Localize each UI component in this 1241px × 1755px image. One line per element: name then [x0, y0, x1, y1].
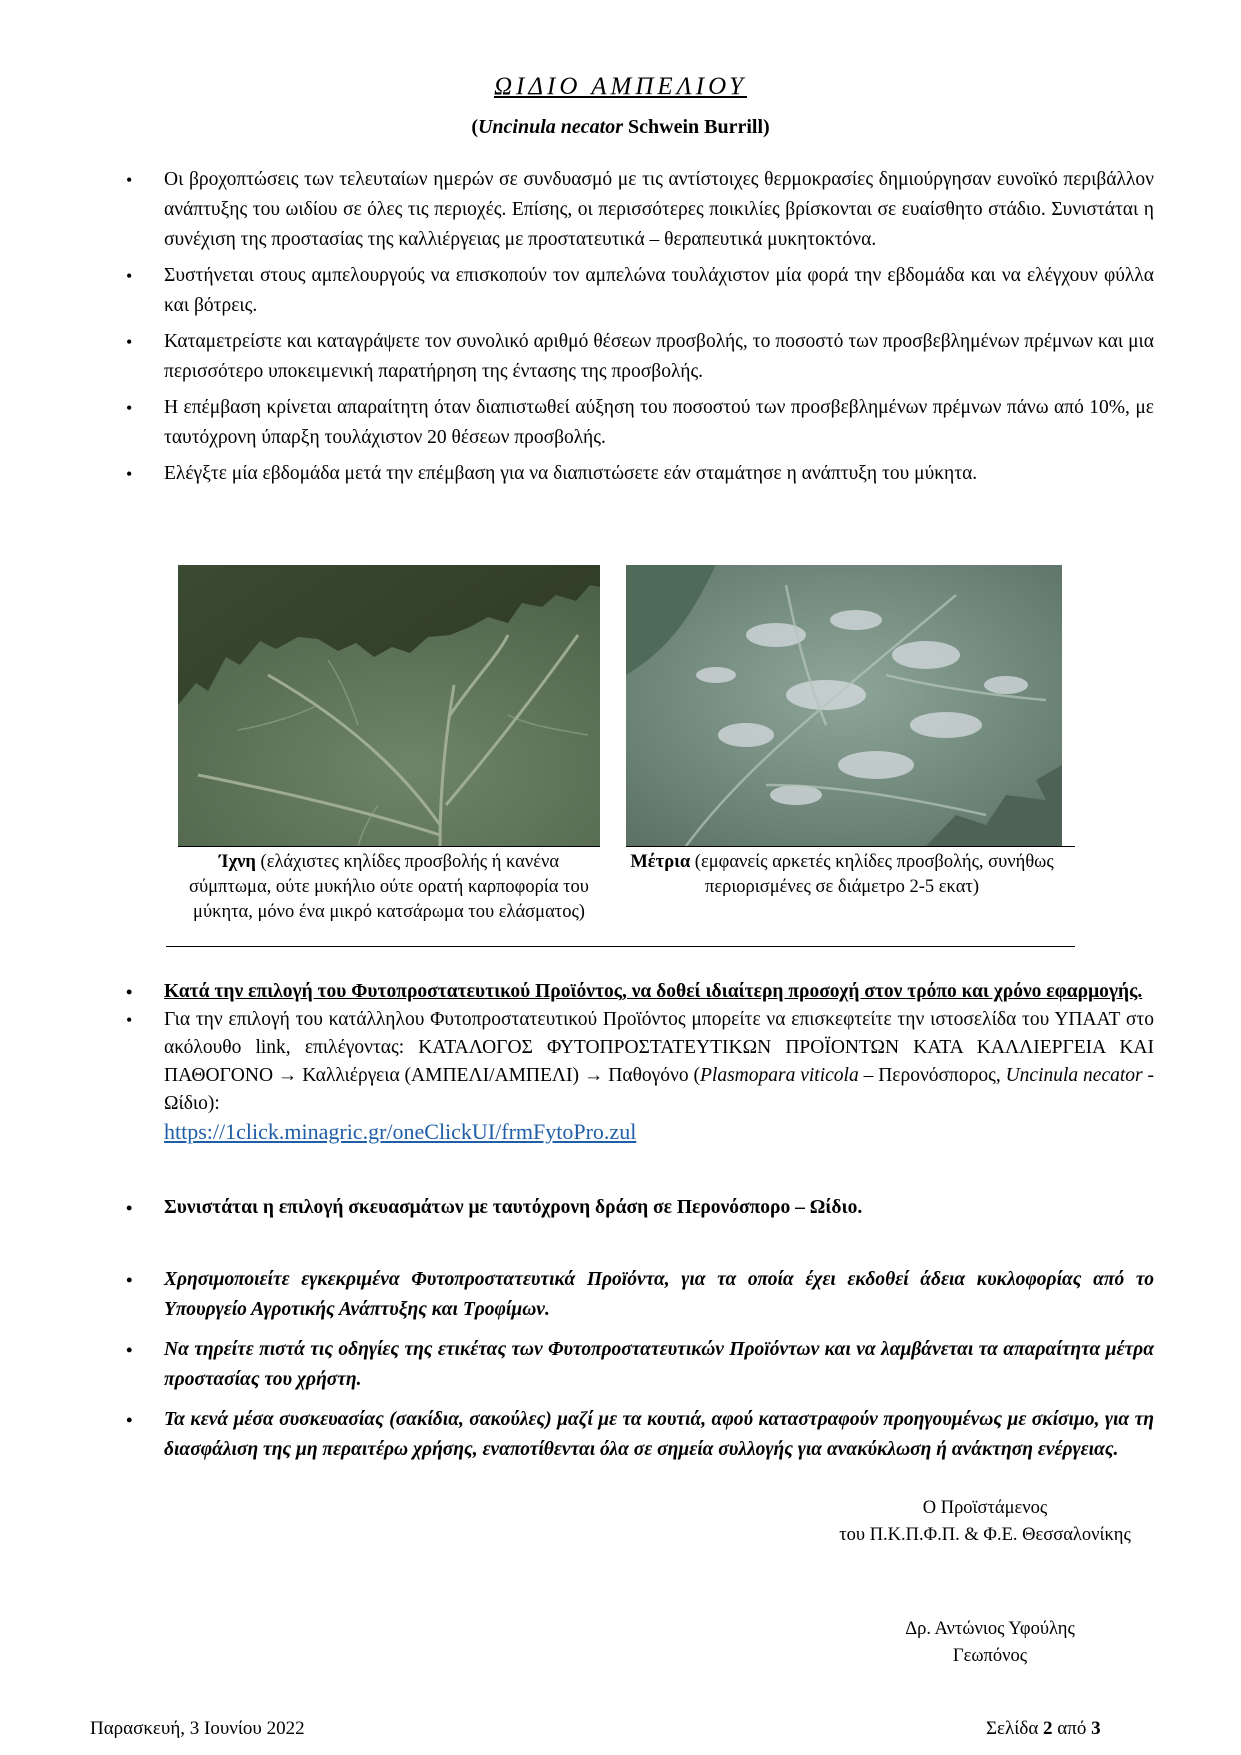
list-item: • Να τηρείτε πιστά τις οδηγίες της ετικέτας των Φυτοπροστατευτικών Προϊόντων και να λαμβάνεται τα απαραίτητα μέτρα προστασίας του χρήστη.: [124, 1335, 1154, 1395]
caption-moderate: [622, 850, 1062, 900]
caption-rule-bottom: [166, 946, 1075, 947]
list-item: • Η επέμβαση κρίνεται απαραίτητη όταν διαπιστωθεί αύξηση του ποσοστού των προσβεβλημένων πρέμνων πάνω από 10%, με ταυτόχρονη ύπαρξη τουλάχιστον 20 θέσεων προσβολής.: [124, 393, 1154, 453]
subtitle-authority: Schwein Burrill): [623, 116, 770, 138]
footer-page-number: [986, 1718, 1101, 1740]
pathogen-uncinula-name: - Ωίδιο):: [164, 1065, 1154, 1114]
document-title: ΩΙΔΙΟ ΑΜΠΕΛΙΟΥ: [493, 73, 748, 100]
signature-title: Γεωπόνος: [952, 1646, 1028, 1666]
pathogen-plasmopara: Plasmopara viticola: [700, 1065, 859, 1086]
list-item: • Συνιστάται η επιλογή σκευασμάτων με ταυτόχρονη δράση σε Περονόσπορο – Ωίδιο.: [124, 1193, 1154, 1223]
caption-trace-text: (ελάχιστες κηλίδες προσβολής ή κανένα σύμπτωμα, ούτε μυκήλιο ούτε ορατή καρποφορία του μύκητα, μόνο ένα μικρό κατσάρωμα του ελάσματος): [189, 852, 589, 922]
document-subtitle: [0, 116, 1241, 139]
catalog-intro-text: Για την επιλογή του κατάλληλου Φυτοπροστατευτικού Προϊόντος μπορείτε να επισκεφτείτε την ιστοσελίδα του ΥΠΑΑΤ στο ακόλουθο link, επιλέγοντας: ΚΑΤΑΛΟΓΟΣ ΦΥΤΟΠΡΟΣΤΑΤΕΥΤΙΚΩΝ ΠΡΟΪΟΝΤΩΝ ΚΑΤΑ ΚΑΛΛΙΕΡΓΕΙΑ ΚΑΙ ΠΑΘΟΓΟΝΟ → Καλλιέργεια (ΑΜΠΕΛΙ/ΑΜΠΕΛΙ) → Παθογόνο (: [164, 1009, 1154, 1086]
signature-name-block: [840, 1616, 1140, 1670]
caption-moderate-term: Μέτρια: [630, 852, 691, 872]
page-total: 3: [1091, 1718, 1101, 1739]
list-item: • Ελέγξτε μία εβδομάδα μετά την επέμβαση για να διαπιστώσετε εάν σταμάτησε η ανάπτυξη του μύκητα.: [124, 459, 1154, 489]
subtitle-species: Uncinula necator: [477, 116, 624, 138]
product-selection-list: [124, 978, 1154, 1148]
list-item: • Συστήνεται στους αμπελουργούς να επισκοπούν τον αμπελώνα τουλάχιστον μία φορά την εβδομάδα και να ελέγχουν φύλλα και βότρεις.: [124, 261, 1154, 321]
catalog-link[interactable]: https://1click.minagric.gr/oneClickUI/frmFytoPro.zul: [164, 1119, 637, 1144]
page-prefix: Σελίδα: [986, 1718, 1044, 1739]
list-item: • Κατά την επιλογή του Φυτοπροστατευτικού Προϊόντος, να δοθεί ιδιαίτερη προσοχή στον τρόπο και χρόνο εφαρμογής.: [124, 978, 1154, 1006]
subtitle-open: (: [471, 116, 478, 138]
signature-name: Δρ. Αντώνιος Υφούλης: [905, 1619, 1075, 1639]
list-item: • Χρησιμοποιείτε εγκεκριμένα Φυτοπροστατευτικά Προϊόντα, για τα οποία έχει εκδοθεί άδεια κυκλοφορίας από το Υπουργείο Αγροτικής Ανάπτυξης και Τροφίμων.: [124, 1265, 1154, 1325]
safety-list: [124, 1265, 1154, 1475]
list-item: [124, 1006, 1154, 1148]
pathogen-uncinula: Uncinula necator: [1005, 1065, 1143, 1086]
caption-moderate-text: (εμφανείς αρκετές κηλίδες προσβολής, συνήθως περιορισμένες σε διάμετρο 2-5 εκατ): [690, 852, 1054, 897]
caption-rule-top-right: [626, 846, 1075, 847]
recommendations-list: [124, 165, 1154, 495]
leaf-photo-moderate: [626, 565, 1062, 846]
signature-role: Ο Προϊστάμενος: [922, 1498, 1048, 1518]
list-item: • Οι βροχοπτώσεις των τελευταίων ημερών σε συνδυασμό με τις αντίστοιχες θερμοκρασίες δημιούργησαν ευνοϊκό περιβάλλον ανάπτυξης του ωιδίου σε όλες τις περιοχές. Επίσης, οι περισσότερες ποικιλίες βρίσκονται σε ευαίσθητο στάδιο. Συνιστάται η συνέχιση της προστασίας της καλλιέργειας με προστατευτικά – θεραπευτικά μυκητοκτόνα.: [124, 165, 1154, 255]
list-item: • Καταμετρείστε και καταγράψετε τον συνολικό αριθμό θέσεων προσβολής, το ποσοστό των προσβεβλημένων πρέμνων και μια περισσότερο υποκειμενική παρατήρηση της έντασης της προσβολής.: [124, 327, 1154, 387]
signature-office: του Π.Κ.Π.Φ.Π. & Φ.Ε. Θεσσαλονίκης: [839, 1525, 1131, 1545]
caption-trace: [178, 850, 600, 925]
pathogen-plasmopara-name: – Περονόσπορος,: [858, 1065, 1006, 1086]
caption-trace-term: Ίχνη: [218, 852, 256, 872]
dual-action-list: [124, 1193, 1154, 1223]
signature-office-block: [800, 1495, 1170, 1549]
list-item: • Τα κενά μέσα συσκευασίας (σακίδια, σακούλες) μαζί με τα κουτιά, αφού καταστραφούν προηγουμένως με σκίσιμο, για τη διασφάλιση της μη περαιτέρω χρήσης, εναποτίθενται όλα σε σημεία συλλογής για ανακύκλωση ή ανάκτηση ενέργειας.: [124, 1405, 1154, 1465]
page-mid: από: [1052, 1718, 1092, 1739]
caption-rule-top-left: [178, 846, 600, 847]
page-current: 2: [1043, 1718, 1053, 1739]
leaf-photo-trace: [178, 565, 600, 846]
footer-date: Παρασκευή, 3 Ιουνίου 2022: [90, 1718, 305, 1739]
